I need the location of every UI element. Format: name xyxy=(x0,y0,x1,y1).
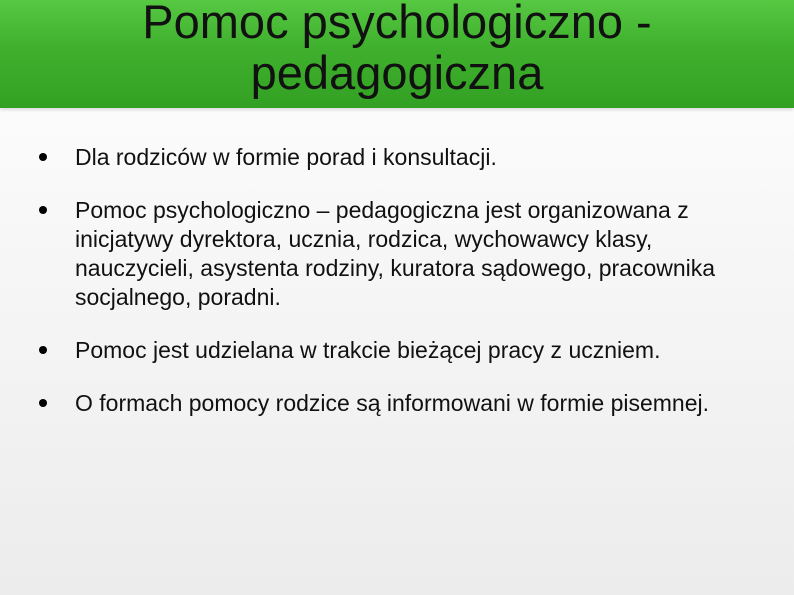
list-item xyxy=(0,336,794,365)
bullet-text: Pomoc jest udzielana w trakcie bieżącej pracy z uczniem. xyxy=(75,337,661,363)
round-bullet-icon xyxy=(39,206,47,214)
list-item xyxy=(0,196,794,312)
bullet-list xyxy=(0,143,794,418)
round-bullet-icon xyxy=(39,153,47,161)
list-item xyxy=(0,389,794,418)
round-bullet-icon xyxy=(39,399,47,407)
bullet-text: O formach pomocy rodzice są informowani w formie pisemnej. xyxy=(75,390,710,416)
round-bullet-icon xyxy=(39,346,47,354)
bullet-text: Dla rodziców w formie porad i konsultacji. xyxy=(75,144,497,170)
list-item xyxy=(0,143,794,172)
slide-title: Pomoc psychologiczno - pedagogiczna xyxy=(142,0,652,99)
bullet-text: Pomoc psychologiczno – pedagogiczna jest organizowana z inicjatywy dyrektora, ucznia, rodzica, wychowawcy klasy, nauczycieli, asystenta rodziny, kuratora sądowego, pracownika socjalnego, poradni. xyxy=(75,197,716,310)
